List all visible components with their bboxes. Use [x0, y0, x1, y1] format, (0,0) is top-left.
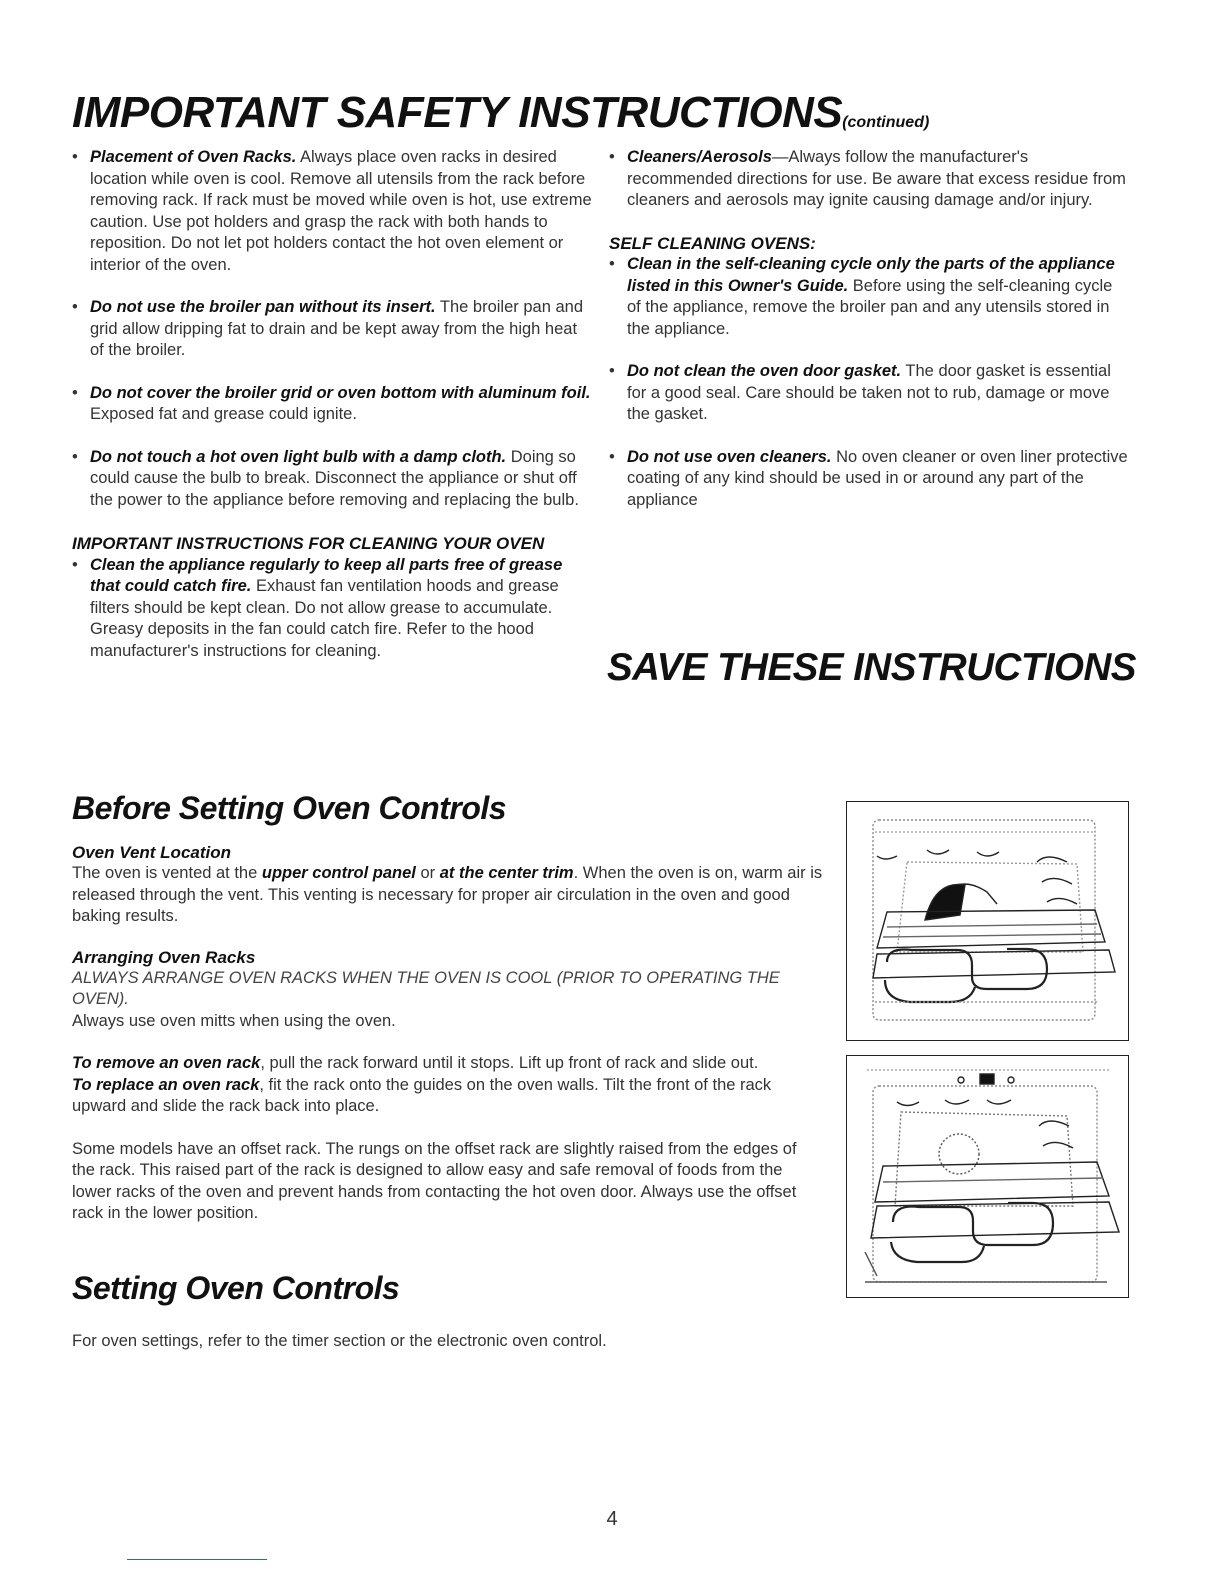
item-text: Exposed fat and grease could ignite.	[90, 405, 357, 423]
item-lead: Do not clean the oven door gasket.	[627, 362, 902, 380]
item-text: The broiler pan and grid allow dripping fat to drain and be kept away from the high heat of the broiler.	[90, 298, 583, 359]
cleaning-heading: IMPORTANT INSTRUCTIONS FOR CLEANING YOUR OVEN	[72, 534, 545, 553]
arranging-racks-subheading: Arranging Oven Racks	[72, 947, 256, 967]
safety-item-broiler-insert	[72, 297, 592, 362]
cleaning-item	[72, 555, 592, 663]
vent-location-text	[72, 863, 824, 928]
remove-replace-rack-text	[72, 1053, 824, 1118]
text-span: . When the oven is on, warm air is released through the vent. This venting is necessary for proper air circulation in the oven and good baking results.	[72, 864, 823, 925]
oven-illustration-2	[847, 1056, 1128, 1297]
text-span: or	[415, 864, 440, 882]
oven-rack-illustration-upper-vent	[846, 801, 1129, 1041]
safety-item-oven-racks	[72, 147, 592, 276]
oven-mitts-note: Always use oven mitts when using the oven.	[72, 1011, 396, 1030]
text-span: The oven is vented at the	[72, 864, 262, 882]
vent-location-subheading: Oven Vent Location	[72, 843, 232, 862]
item-lead: Do not touch a hot oven light bulb with a damp cloth.	[90, 447, 507, 466]
emphasis-upper-control-panel: upper control panel	[261, 864, 416, 882]
page-title	[72, 88, 929, 138]
setting-controls-text: For oven settings, refer to the timer section or the electronic oven control.	[72, 1332, 607, 1350]
self-clean-item-parts	[609, 254, 1129, 340]
left-column	[72, 147, 592, 662]
bullet: •	[609, 447, 615, 466]
self-clean-item-gasket	[609, 361, 1129, 426]
text-span: , fit the rack onto the guides on the oven walls. Tilt the front of the rack upward and slide the rack back into place.	[72, 1075, 772, 1115]
text-span: , pull the rack forward until it stops. Lift up front of rack and slide out.	[260, 1054, 759, 1072]
bullet: •	[609, 148, 615, 166]
save-instructions-banner: SAVE THESE INSTRUCTIONS	[607, 646, 1136, 689]
item-lead: Do not use the broiler pan without its insert.	[90, 298, 436, 316]
item-lead: Placement of Oven Racks.	[90, 148, 297, 166]
before-setting-heading: Before Setting Oven Controls	[72, 790, 507, 826]
bullet: •	[609, 255, 615, 273]
bullet: •	[72, 383, 78, 402]
right-column	[609, 147, 1129, 511]
footer-link-underline	[127, 1559, 267, 1560]
emphasis-center-trim: at the center trim	[439, 864, 574, 882]
offset-rack-text: Some models have an offset rack. The rungs on the offset rack are slightly raised from the edges of the rack. This raised part of the rack is designed to allow easy and safe removal of foods from the lower racks of the oven and prevent hands from contacting the hot oven door. Always use the offset rack in the lower position.	[72, 1139, 797, 1222]
emphasis-remove-rack: To remove an oven rack	[72, 1054, 261, 1072]
bullet: •	[72, 148, 78, 166]
item-lead: Do not use oven cleaners.	[627, 447, 832, 466]
item-lead: Cleaners/Aerosols	[627, 148, 772, 166]
item-lead: Clean in the self-cleaning cycle only the parts of the appliance listed in this Owner's Guide.	[627, 255, 1115, 295]
self-cleaning-heading: SELF CLEANING OVENS:	[609, 233, 816, 253]
safety-item-cleaners	[609, 147, 1129, 212]
emphasis-replace-rack: To replace an oven rack	[72, 1075, 260, 1094]
title-main: IMPORTANT SAFETY INSTRUCTIONS	[72, 88, 843, 137]
self-clean-item-cleaners	[609, 447, 1129, 512]
safety-item-light-bulb	[72, 447, 592, 512]
item-text: The door gasket is essential for a good seal. Care should be taken not to rub, damage or move the gasket.	[627, 362, 1111, 423]
oven-rack-illustration-center-vent	[846, 1055, 1129, 1298]
item-text: Doing so could cause the bulb to break. Disconnect the appliance or shut off the power to the appliance before removing and replacing the bulb.	[90, 447, 579, 509]
safety-item-aluminum-foil	[72, 383, 592, 426]
bullet: •	[72, 298, 78, 316]
item-text: Always place oven racks in desired location while oven is cool. Remove all utensils from the rack before removing rack. If rack must be moved while oven is hot, use extreme caution. Use pot holders and grasp the rack with both hands to reposition. Do not let pot holders contact the hot oven element or interior of the oven.	[90, 148, 592, 274]
before-setting-body	[72, 843, 824, 1225]
item-lead: Clean the appliance regularly to keep all parts free of grease that could catch fire.	[90, 555, 563, 595]
oven-illustration-1	[847, 802, 1128, 1040]
item-text: No oven cleaner or oven liner protective coating of any kind should be used in or around any part of the appliance	[627, 447, 1128, 509]
page-number: 4	[606, 1508, 618, 1530]
arranging-racks-caps-note: ALWAYS ARRANGE OVEN RACKS WHEN THE OVEN IS COOL (PRIOR TO OPERATING THE OVEN).	[72, 968, 780, 1008]
title-continued: (continued)	[842, 114, 930, 131]
item-text: Exhaust fan ventilation hoods and grease filters should be kept clean. Do not allow grease to accumulate. Greasy deposits in the fan could catch fire. Refer to the hood manufacturer's instructions for cleaning.	[90, 577, 559, 660]
bullet: •	[72, 555, 78, 574]
item-lead: Do not cover the broiler grid or oven bottom with aluminum foil.	[90, 383, 591, 402]
item-text: Before using the self-cleaning cycle of the appliance, remove the broiler pan and any utensils stored in the appliance.	[627, 276, 1113, 338]
bullet: •	[609, 362, 615, 380]
setting-controls-heading: Setting Oven Controls	[72, 1270, 400, 1306]
item-text: —Always follow the manufacturer's recommended directions for use. Be aware that excess residue from cleaners and aerosols may ignite causing damage and/or injury.	[627, 148, 1126, 209]
bullet: •	[72, 447, 78, 466]
